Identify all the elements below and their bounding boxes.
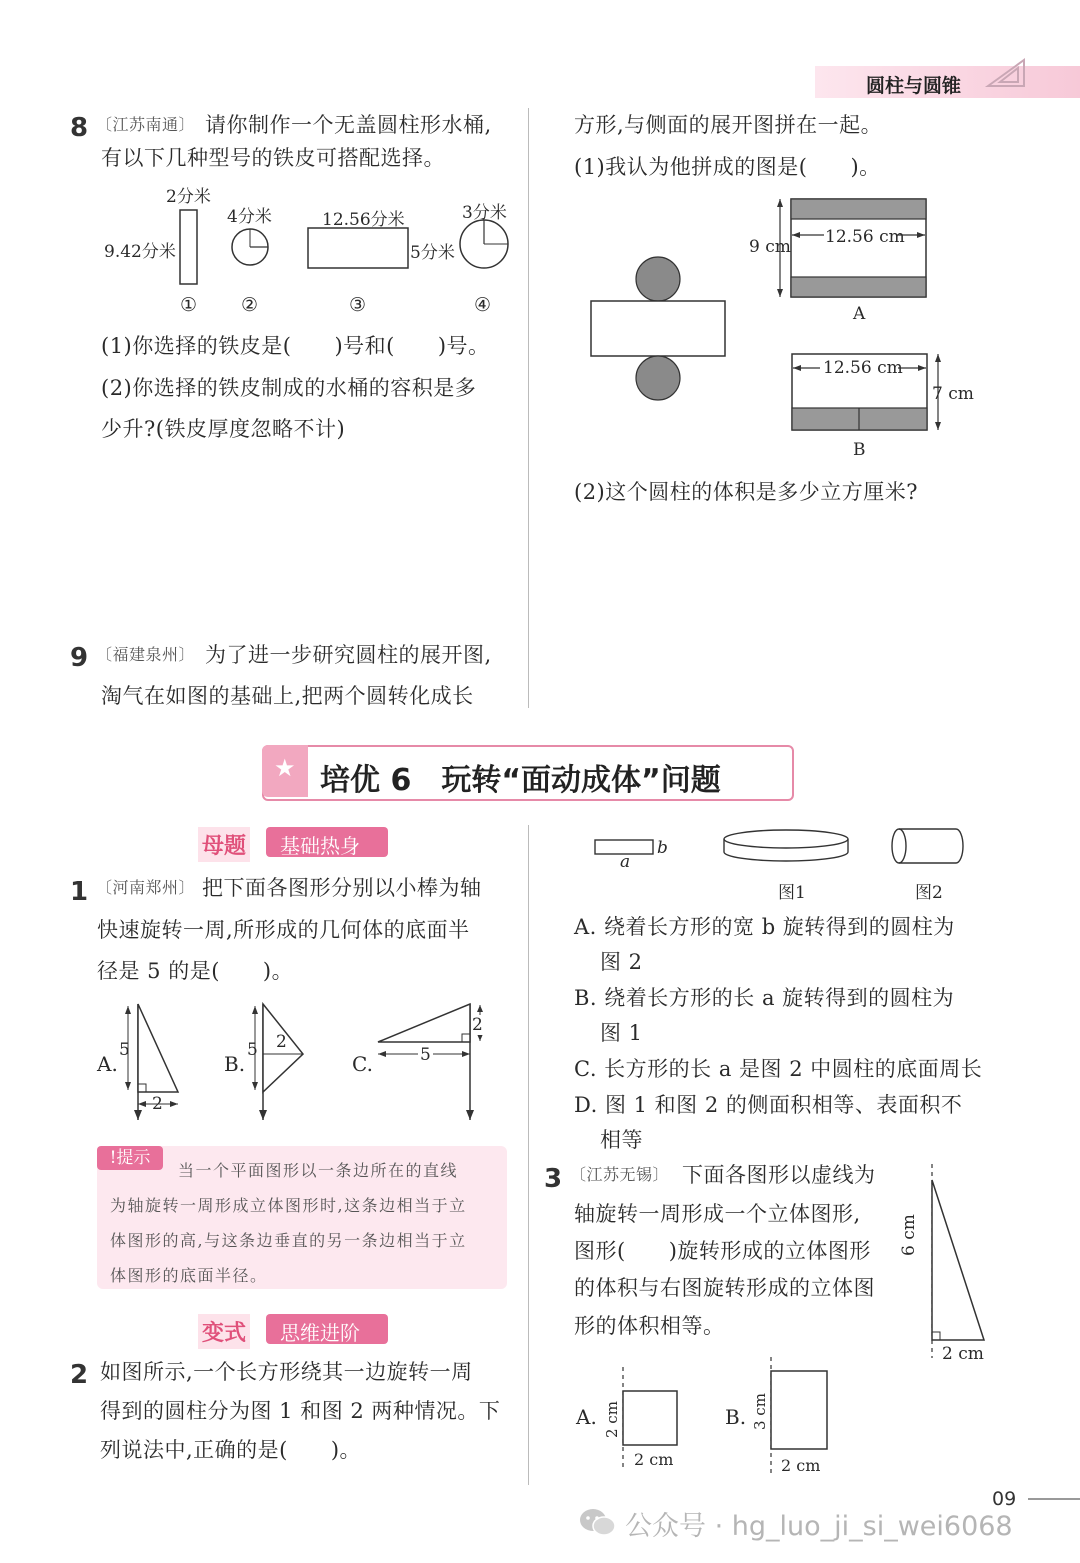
- hint-line2: 为轴旋转一周形成立体图形时,这条边相当于立: [110, 1196, 467, 1215]
- q2-line1: 如图所示,一个长方形绕其一边旋转一周: [100, 1360, 473, 1384]
- mother-label: 母题: [198, 827, 250, 862]
- question-number-2: 2: [70, 1360, 89, 1390]
- q2-opt-b2: 图 1: [600, 1021, 643, 1045]
- hint-line3: 体图形的高,与这条边垂直的另一条边相当于立: [110, 1231, 467, 1250]
- q8-circle-4: ④: [474, 294, 492, 316]
- q3-line1: 下面各图形以虚线为: [682, 1163, 876, 1187]
- q3-a-width: 2 cm: [634, 1450, 674, 1469]
- q2-label-b: b: [657, 838, 668, 858]
- q8-label-5dm: 5分米: [410, 243, 455, 263]
- q2-label-a: a: [620, 852, 631, 872]
- wechat-icon: [578, 1506, 618, 1538]
- q9-continued: 方形,与侧面的展开图拼在一起。: [574, 113, 883, 137]
- q9-b-name: B: [853, 440, 866, 460]
- q8-label-4dm: 4分米: [227, 207, 272, 227]
- q9-b-width: 12.56 cm: [823, 358, 903, 378]
- q9-net-diagram: [588, 255, 728, 405]
- sheet-3-rect: [308, 228, 408, 268]
- q8-label-3dm: 3分米: [462, 203, 507, 223]
- q2-opt-a2: 图 2: [600, 950, 643, 974]
- star-icon: ★: [274, 754, 296, 782]
- q1-source-tag: 〔河南郑州〕: [96, 878, 196, 897]
- fig1-top: [724, 830, 848, 848]
- q9-a-name: A: [853, 304, 866, 324]
- variant-sub-label: 思维进阶: [280, 1321, 360, 1345]
- q1-line1: 把下面各图形分别以小棒为轴: [202, 876, 482, 900]
- q3-source-tag: 〔江苏无锡〕: [570, 1165, 670, 1184]
- q2-opt-d1: D. 图 1 和图 2 的侧面积相等、表面积不: [574, 1093, 963, 1117]
- chapter-title: 圆柱与圆锥: [866, 75, 962, 97]
- section-title: 培优 6 玩转“面动成体”问题: [320, 763, 721, 798]
- hint-badge: !提示: [97, 1146, 163, 1170]
- q1-a-five: 5: [119, 1040, 130, 1060]
- q1-line3: 径是 5 的是( )。: [97, 959, 294, 983]
- q8-label-942: 9.42分米: [104, 242, 176, 262]
- q1-b-two: 2: [276, 1032, 287, 1052]
- q1-c-five: 5: [420, 1045, 431, 1065]
- hint-line1: 当一个平面图形以一条边所在的直线: [178, 1161, 459, 1180]
- q3-opt-a: A.: [576, 1405, 597, 1429]
- q8-circle-2: ②: [241, 294, 259, 316]
- q9-sub1: (1)我认为他拼成的图是( )。: [574, 155, 881, 179]
- q1-opt-a: A.: [97, 1052, 118, 1076]
- q3-b-width: 2 cm: [781, 1456, 821, 1475]
- q8-circle-1: ①: [180, 294, 198, 316]
- q8-label-1256: 12.56分米: [322, 210, 405, 230]
- q9-line1: 为了进一步研究圆柱的展开图,: [205, 643, 492, 667]
- q9-a-width: 12.56 cm: [825, 227, 905, 247]
- q1-c-two: 2: [472, 1015, 483, 1035]
- q3-tri-height: 6 cm: [899, 1214, 919, 1256]
- q8-label-2dm: 2分米: [166, 187, 211, 207]
- q2-opt-a1: A. 绕着长方形的宽 b 旋转得到的圆柱为: [574, 915, 955, 939]
- q8-source-tag: 〔江苏南通〕: [96, 115, 196, 134]
- mother-sub-label: 基础热身: [280, 834, 360, 858]
- column-divider-bottom: [528, 825, 529, 1485]
- q2-figures: [590, 826, 970, 876]
- question-number-1: 1: [70, 877, 89, 907]
- q3-b-height: 3 cm: [751, 1393, 769, 1430]
- question-number-8: 8: [70, 113, 89, 143]
- q3-tri-base: 2 cm: [942, 1344, 984, 1364]
- q1-opt-b: B.: [224, 1052, 246, 1076]
- question-number-3: 3: [544, 1164, 563, 1194]
- q8-sub1: (1)你选择的铁皮是( )号和( )号。: [101, 334, 490, 358]
- q3-a-height: 2 cm: [603, 1401, 621, 1438]
- q9-figure-a: [770, 195, 940, 305]
- page-number-line: [1028, 1498, 1080, 1500]
- q2-opt-c: C. 长方形的长 a 是图 2 中圆柱的底面周长: [574, 1057, 983, 1081]
- q9-a-height: 9 cm: [749, 237, 791, 257]
- variant-label: 变式: [198, 1314, 250, 1349]
- q2-opt-d2: 相等: [600, 1128, 643, 1152]
- q2-opt-b1: B. 绕着长方形的长 a 旋转得到的圆柱为: [574, 986, 955, 1010]
- q9-b-height: 7 cm: [932, 384, 974, 404]
- q8-circle-3: ③: [349, 294, 367, 316]
- q9-source-tag: 〔福建泉州〕: [96, 645, 196, 664]
- q8-line2: 有以下几种型号的铁皮可搭配选择。: [101, 146, 445, 170]
- watermark-text: 公众号 · hg_luo_ji_si_wei6068: [625, 1511, 1013, 1542]
- q3-line4: 的体积与右图旋转形成的立体图: [574, 1276, 875, 1300]
- q2-fig2-caption: 图2: [915, 883, 943, 903]
- q8-sub2b: 少升?(铁皮厚度忽略不计): [101, 417, 346, 441]
- q9-line2: 淘气在如图的基础上,把两个圆转化成长: [101, 684, 474, 708]
- q1-figure-b: [245, 1000, 315, 1125]
- q2-fig1-caption: 图1: [778, 883, 806, 903]
- question-number-9: 9: [70, 643, 89, 673]
- q1-a-two: 2: [152, 1094, 163, 1114]
- ruler-icon: [986, 56, 1028, 90]
- page-number: 09: [992, 1488, 1017, 1510]
- q1-line2: 快速旋转一周,所形成的几何体的底面半: [97, 918, 470, 942]
- q1-opt-c: C.: [352, 1052, 373, 1076]
- q1-b-five: 5: [247, 1040, 258, 1060]
- q3-opt-b: B.: [725, 1405, 747, 1429]
- q3-line2: 轴旋转一周形成一个立体图形,: [574, 1202, 861, 1226]
- q8-sheets-diagram: [170, 200, 520, 280]
- q3-line3: 图形( )旋转形成的立体图形: [574, 1239, 871, 1263]
- q3-line5: 形的体积相等。: [574, 1314, 725, 1338]
- q8-line1: 请你制作一个无盖圆柱形水桶,: [205, 113, 492, 137]
- q2-line3: 列说法中,正确的是( )。: [100, 1438, 362, 1462]
- fig2-left: [892, 829, 906, 863]
- q2-line2: 得到的圆柱分为图 1 和图 2 两种情况。下: [100, 1399, 501, 1423]
- q3-triangle-figure: [920, 1162, 995, 1362]
- column-divider-top: [528, 108, 529, 708]
- q9-sub2: (2)这个圆柱的体积是多少立方厘米?: [574, 480, 919, 504]
- q8-sub2a: (2)你选择的铁皮制成的水桶的容积是多: [101, 376, 477, 400]
- sheet-1-rect: [180, 210, 197, 284]
- hint-line4: 体图形的底面半径。: [110, 1266, 268, 1285]
